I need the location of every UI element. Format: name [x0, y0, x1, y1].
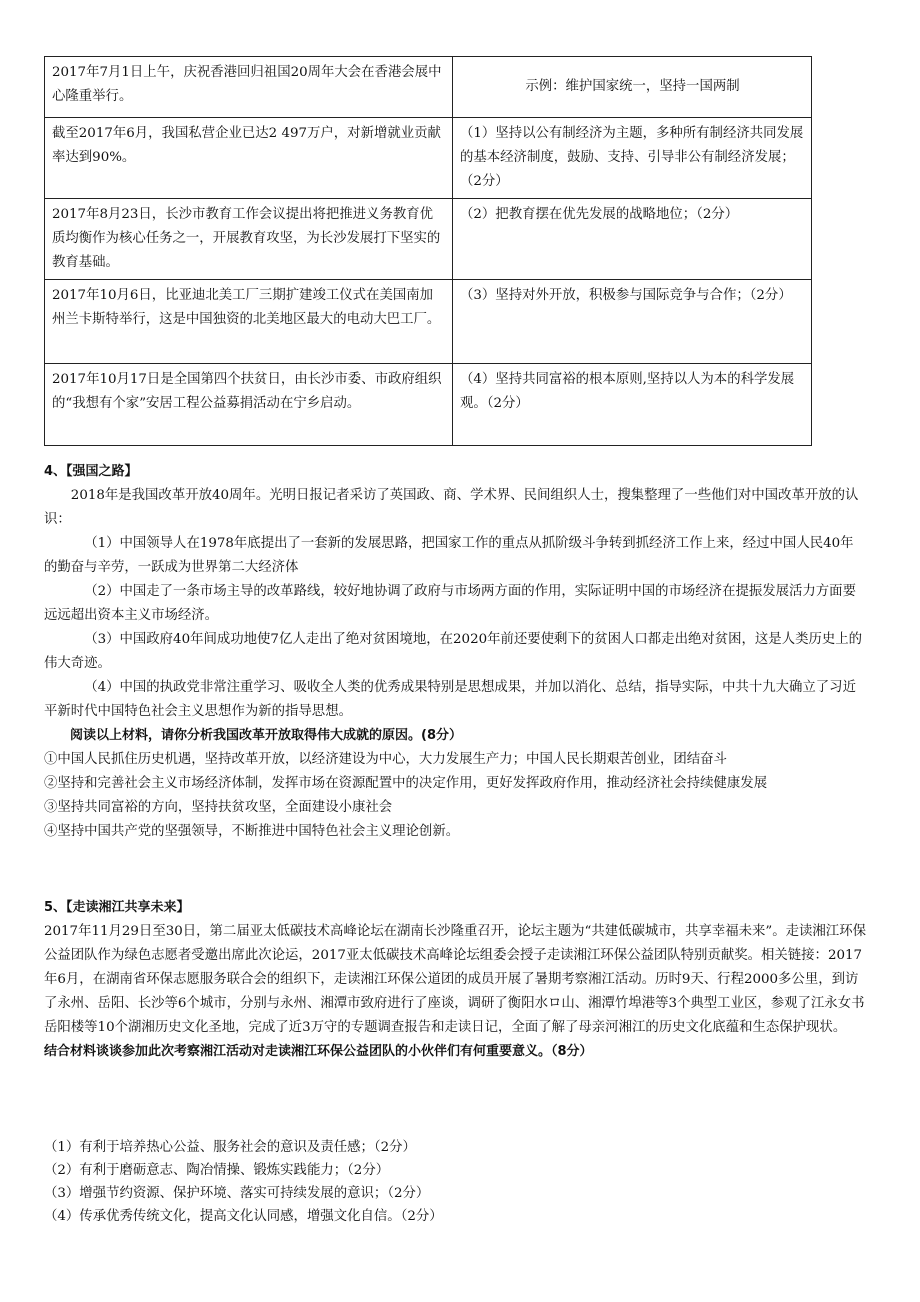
question-5	[44, 896, 866, 1064]
table-cell-event: 2017年10月17日是全国第四个扶贫日，由长沙市委、市政府组织的“我想有个家”安居工程公益募捐活动在宁乡启动。	[45, 364, 453, 446]
question-4-intro: 2018年是我国改革开放40周年。光明日报记者采访了英国政、商、学术界、民间组织人士，搜集整理了一些他们对中国改革开放的认识：	[44, 488, 859, 527]
table-row	[45, 280, 812, 364]
question-4-title: 4、【强国之路】	[44, 464, 138, 479]
table-cell-principle: （3）坚持对外开放，积极参与国际竞争与合作；（2分）	[453, 280, 812, 364]
table-row	[45, 364, 812, 446]
table-cell-event: 截至2017年6月，我国私营企业已达2 497万户，对新增就业贡献率达到90%。	[45, 118, 453, 199]
event-principle-table	[44, 56, 812, 446]
table-row	[45, 57, 812, 118]
question-5-answer: （4）传承优秀传统文化，提高文化认同感，增强文化自信。（2分）	[44, 1209, 443, 1224]
table-cell-event: 2017年8月23日，长沙市教育工作会议提出将把推进义务教育优质均衡作为核心任务之一，开展教育攻坚，为长沙发展打下坚实的教育基础。	[45, 199, 453, 280]
question-5-answers	[44, 1136, 866, 1228]
table-cell-principle: （2）把教育摆在优先发展的战略地位；（2分）	[453, 199, 812, 280]
question-4-answer: ①中国人民抓住历史机遇，坚持改革开放，以经济建设为中心，大力发展生产力；中国人民长期艰苦创业，团结奋斗	[44, 752, 727, 767]
question-4-item: （3）中国政府40年间成功地使7亿人走出了绝对贫困境地，在2020年前还要使剩下的贫困人口都走出绝对贫困，这是人类历史上的伟大奇迹。	[44, 632, 863, 671]
question-4-answer: ③坚持共同富裕的方向，坚持扶贫攻坚，全面建设小康社会	[44, 800, 393, 815]
table-row	[45, 118, 812, 199]
table-cell-principle: （4）坚持共同富裕的根本原则,坚持以人为本的科学发展观。（2分）	[453, 364, 812, 446]
question-4-prompt: 阅读以上材料，请你分析我国改革开放取得伟大成就的原因。(8分）	[70, 728, 462, 743]
question-4-item: （1）中国领导人在1978年底提出了一套新的发展思路，把国家工作的重点从抓阶级斗争转到抓经济工作上来，经过中国人民40年的勤奋与辛劳，一跃成为世界第二大经济体	[44, 536, 854, 575]
question-5-answer: （3）增强节约资源、保护环境、落实可持续发展的意识；（2分）	[44, 1186, 430, 1201]
question-5-title: 5、【走读湘江共享未来】	[44, 900, 190, 915]
question-4-item: （2）中国走了一条市场主导的改革路线，较好地协调了政府与市场两方面的作用，实际证明中国的市场经济在提振发展活力方面要远远超出资本主义市场经济。	[44, 584, 856, 623]
table-cell-principle: 示例：维护国家统一，坚持一国两制	[453, 57, 812, 118]
table-row	[45, 199, 812, 280]
table-cell-event: 2017年10月6日，比亚迪北美工厂三期扩建竣工仪式在美国南加州兰卡斯特举行，这是中国独资的北美地区最大的电动大巴工厂。	[45, 280, 453, 364]
table-cell-principle: （1）坚持以公有制经济为主题，多种所有制经济共同发展的基本经济制度，鼓励、支持、引导非公有制经济发展；（2分）	[453, 118, 812, 199]
question-5-answer: （2）有利于磨砺意志、陶冶情操、锻炼实践能力；（2分）	[44, 1163, 390, 1178]
question-5-material: 2017年11月29日至30日，第二届亚太低碳技术高峰论坛在湖南长沙隆重召开，论坛主题为“共建低碳城市，共享幸福未来”。走读湘江环保公益团队作为绿色志愿者受邀出席此次论运，2017亚太低碳技术高峰论坛组委会授子走读湘江环保公益团队特别贡献奖。相关链接：2017年6月，在湖南省环保志愿服务联合会的组织下，走读湘江环保公道团的成员开展了暑期考察湘江活动。历时9天、行程2000多公里，到访了永州、岳阳、长沙等6个城市，分别与永州、湘潭市致府进行了座谈，调研了衡阳水ロ山、湘潭竹埠港等3个典型工业区，参观了江永女书岳阳楼等10个湖湘历史文化圣地，完成了近3万守的专题调查报告和走读日记，全面了解了母亲河湘江的历史文化底蕴和生态保护现状。	[44, 924, 866, 1035]
question-5-answer: （1）有利于培养热心公益、服务社会的意识及责任感；（2分）	[44, 1140, 416, 1155]
question-4	[44, 460, 866, 844]
question-4-answer: ②坚持和完善社会主义市场经济体制，发挥市场在资源配置中的决定作用，更好发挥政府作用，推动经济社会持续健康发展	[44, 776, 768, 791]
question-4-answer: ④坚持中国共产党的坚强领导，不断推进中国特色社会主义理论创新。	[44, 824, 460, 839]
question-4-item: （4）中国的执政党非常注重学习、吸收全人类的优秀成果特别是思想成果，并加以消化、总结，指导实际，中共十九大确立了习近平新时代中国特色社会主义思想作为新的指导思想。	[44, 680, 856, 719]
table-cell-event: 2017年7月1日上午，庆祝香港回归祖国20周年大会在香港会展中心隆重举行。	[45, 57, 453, 118]
question-5-prompt: 结合材料谈谈参加此次考察湘江活动对走读湘江环保公益团队的小伙伴们有何重要意义。（8分）	[44, 1044, 593, 1059]
